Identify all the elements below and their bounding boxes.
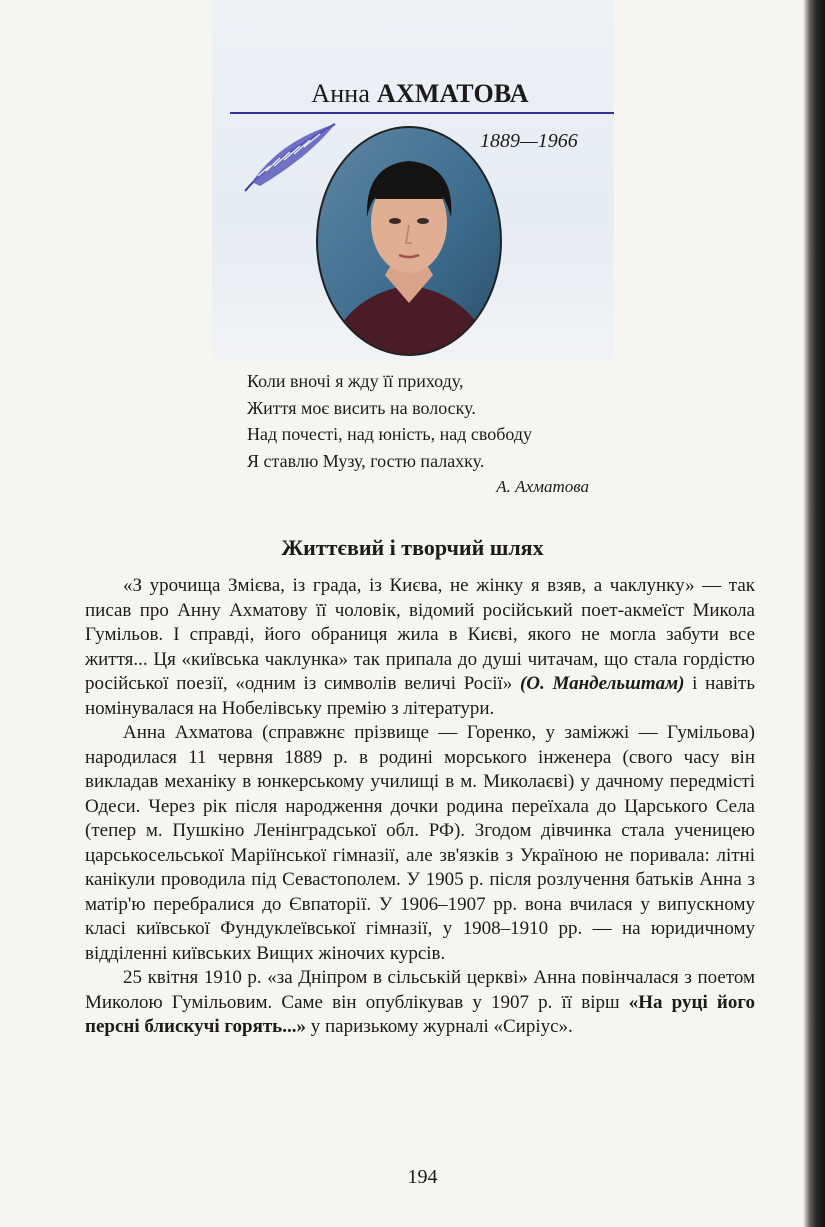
- page-edge-shadow: [803, 0, 825, 1227]
- author-portrait: [315, 125, 503, 357]
- paragraph-3: [85, 966, 755, 1040]
- poem-line: Життя моє висить на волоску.: [247, 397, 476, 418]
- paragraph-text: 25 квітня 1910 р. «за Дніпром в сільській церкві» Анна повінчалася з поетом Миколою Гумільовим. Саме він опублікував у 1907 р. її вірш: [85, 967, 755, 1013]
- life-years: 1889—1966: [480, 130, 578, 152]
- poem-line: Коли вночі я жду її приходу,: [247, 371, 464, 391]
- body-text: [85, 574, 755, 1040]
- poem-title: «На руці його персні блискучі горять...»: [85, 991, 755, 1037]
- page-number: 194: [407, 1166, 438, 1188]
- poem-line: Над почесті, над юність, над свободу: [247, 424, 533, 444]
- author-first-name: Анна: [311, 79, 371, 108]
- author-surname: АХМАТОВА: [376, 79, 529, 108]
- paragraph-2: Анна Ахматова (справжнє прізвище — Горенко, у заміжжі — Гумільова) народилася 11 червня 1889 р. в родині морського інженера (свого часу він викладав механіку в юнкерському училищі в м. Миколаєві) у дачному передмісті Одеси. Через рік після народження дочки родина переїхала до Царського Села (тепер м. Пушкіно Ленінградської обл. РФ). Згодом дівчинка стала ученицею царськосельської Маріїнської гімназії, але зв'язків з Україною не поривала: літні канікули проводила під Севастополем. У 1905 р. після розлучення батьків Анна з матір'ю перебралися до Євпаторії. У 1906–1907 рр. вона вчилася у випускному класі київської Фундуклеївської гімназії, у 1908–1910 рр. — на юридичному відділенні київських Вищих жіночих курсів.: [85, 722, 755, 964]
- title-rule: [230, 112, 614, 114]
- section-title: Життєвий і творчий шлях: [281, 535, 544, 560]
- citation: (О. Мандельштам): [519, 673, 685, 694]
- paragraph-text: «З урочища Змієва, із града, із Києва, не жінку я взяв, а чаклунку» — так писав про Анну Ахматову її чоловік, відомий російський поет-акмеїст Микола Гумільов. І справді, його обраниця жила в Києві, якого не могла забути все життя... Ця «київська чаклунка» так припала до душі читачам, що стала гордістю російської поезії, «одним із символів величі Росії»: [85, 575, 755, 694]
- paragraph-text: у паризькому журналі «Сиріус».: [305, 1016, 573, 1037]
- epigraph-poem: [247, 368, 597, 501]
- author-name: [230, 79, 610, 109]
- poem-author: А. Ахматова: [496, 477, 589, 496]
- poem-line: Я ставлю Музу, гостю палахку.: [247, 450, 485, 471]
- paragraph-text: і навіть номінувалася на Нобелівську премію з літератури.: [85, 673, 755, 719]
- paragraph-1: [85, 574, 755, 721]
